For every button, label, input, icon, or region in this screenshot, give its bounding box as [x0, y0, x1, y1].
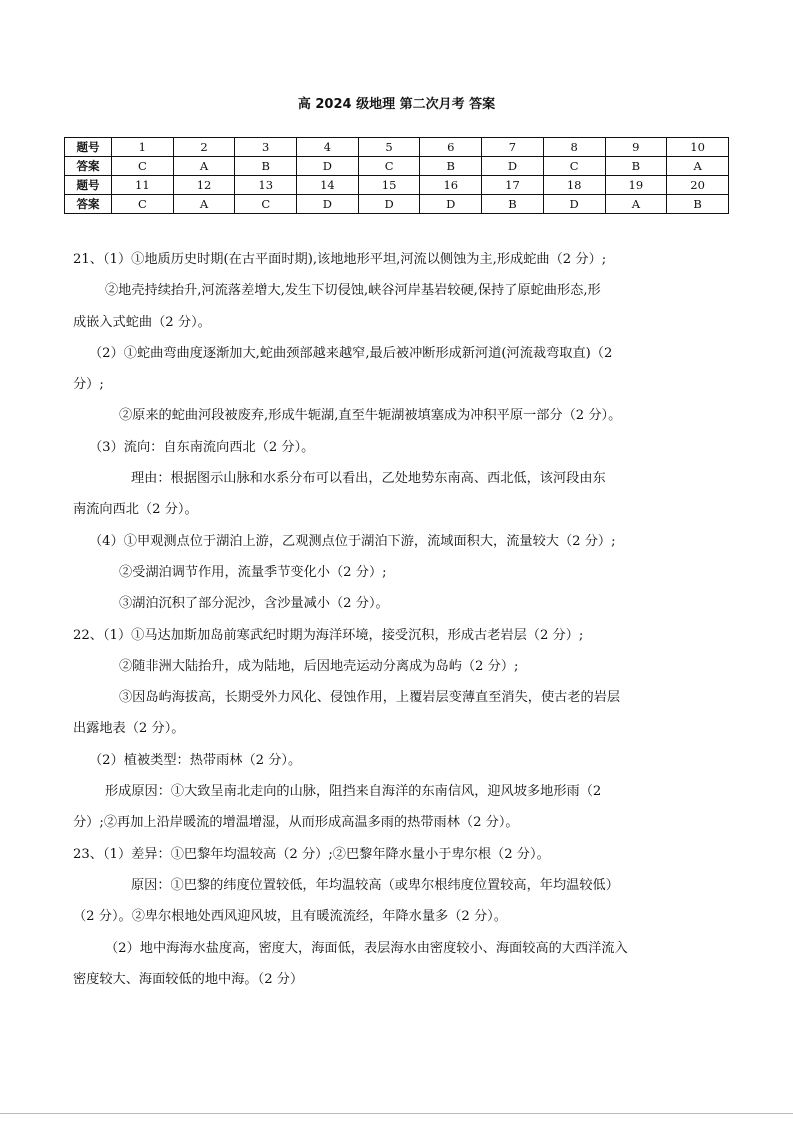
answer-line: ②地壳持续抬升,河流落差增大,发生下切侵蚀,峡谷河岸基岩较硬,保持了原蛇曲形态,形 [105, 283, 601, 299]
table-cell: C [112, 195, 174, 214]
table-cell: D [543, 195, 605, 214]
table-cell: 8 [543, 138, 605, 157]
table-cell: 12 [173, 176, 235, 195]
table-row [65, 138, 729, 157]
answer-line: （4）①甲观测点位于湖泊上游，乙观测点位于湖泊下游，流域面积大，流量较大（2 分）; [89, 533, 616, 549]
answer-line: 分）; [73, 377, 104, 393]
table-cell: C [358, 157, 420, 176]
table-row [65, 176, 729, 195]
table-cell: 18 [543, 176, 605, 195]
table-cell: D [420, 195, 482, 214]
table-cell: 20 [667, 176, 729, 195]
table-cell: A [667, 157, 729, 176]
table-cell: A [605, 195, 667, 214]
table-cell: 1 [112, 138, 174, 157]
answer-line: 理由：根据图示山脉和水系分布可以看出，乙处地势东南高、西北低，该河段由东 [131, 471, 606, 487]
row-header: 答案 [65, 157, 112, 176]
table-cell: 19 [605, 176, 667, 195]
answer-line: 南流向西北（2 分）。 [73, 502, 198, 518]
answer-line: ②随非洲大陆抬升，成为陆地，后因地壳运动分离成为岛屿（2 分）; [119, 658, 519, 674]
page-title: 高 2024 级地理 第二次月考 答案 [297, 97, 496, 112]
table-cell: 7 [482, 138, 544, 157]
row-header: 答案 [65, 195, 112, 214]
table-cell: 11 [112, 176, 174, 195]
answer-line: 分）;②再加上沿岸暖流的增温增湿，从而形成高温多雨的热带雨林（2 分）。 [73, 815, 519, 831]
answer-line: 21、（1）①地质历史时期(在古平面时期),该地地形平坦,河流以侧蚀为主,形成蛇曲（2 分）; [73, 252, 607, 267]
table-cell: B [667, 195, 729, 214]
table-cell: D [482, 157, 544, 176]
answer-line: ②受湖泊调节作用，流量季节变化小（2 分）; [119, 564, 387, 580]
answer-line: 22、（1）①马达加斯加岛前寒武纪时期为海洋环境，接受沉积，形成古老岩层（2 分）; [73, 627, 584, 643]
table-cell: 3 [235, 138, 297, 157]
table-cell: 10 [667, 138, 729, 157]
table-cell: A [173, 195, 235, 214]
answer-line: 23、（1）差异：①巴黎年均温较高（2 分）;②巴黎年降水量小于卑尔根（2 分）。 [73, 846, 550, 862]
table-cell: D [297, 157, 359, 176]
table-cell: 13 [235, 176, 297, 195]
answer-line: 形成原因：①大致呈南北走向的山脉，阻挡来自海洋的东南信风，迎风坡多地形雨（2 [105, 784, 602, 800]
table-cell: 17 [482, 176, 544, 195]
table-cell: C [543, 157, 605, 176]
answer-line: 成嵌入式蛇曲（2 分）。 [73, 314, 211, 330]
table-cell: 6 [420, 138, 482, 157]
table-cell: B [420, 157, 482, 176]
answer-line: （2）植被类型：热带雨林（2 分）。 [89, 752, 302, 768]
answer-line: （2 分）。②卑尔根地处西风迎风坡，且有暖流流经，年降水量多（2 分）。 [73, 909, 507, 925]
answer-line: ③湖泊沉积了部分泥沙，含沙量减小（2 分）。 [119, 596, 389, 612]
table-cell: B [235, 157, 297, 176]
table-cell: D [358, 195, 420, 214]
answer-line: 原因：①巴黎的纬度位置较低，年均温较高（或卑尔根纬度位置较高，年均温较低） [131, 877, 619, 893]
table-cell: D [297, 195, 359, 214]
answer-line: （2）地中海海水盐度高，密度大，海面低，表层海水由密度较小、海面较高的大西洋流入 [105, 940, 628, 956]
row-header: 题号 [65, 176, 112, 195]
table-cell: 16 [420, 176, 482, 195]
page-bottom-divider [0, 1113, 793, 1114]
row-header: 题号 [65, 138, 112, 157]
answer-line: （2）①蛇曲弯曲度逐渐加大,蛇曲颈部越来越窄,最后被冲断形成新河道(河流裁弯取直)（2 [89, 345, 613, 361]
table-cell: C [235, 195, 297, 214]
answer-line: 出露地表（2 分）。 [73, 721, 185, 737]
answer-line: ②原来的蛇曲河段被废弃,形成牛轭湖,直至牛轭湖被填塞成为冲积平原一部分（2 分）。 [119, 408, 622, 424]
table-cell: B [482, 195, 544, 214]
table-row [65, 157, 729, 176]
table-cell: 14 [297, 176, 359, 195]
table-cell: 4 [297, 138, 359, 157]
table-cell: 2 [173, 138, 235, 157]
table-cell: C [112, 157, 174, 176]
table-cell: 9 [605, 138, 667, 157]
answer-line: 密度较大、海面较低的地中海。（2 分） [73, 971, 304, 987]
answer-table [64, 137, 729, 214]
table-cell: B [605, 157, 667, 176]
answer-content [73, 244, 723, 995]
answer-line: ③因岛屿海拔高，长期受外力风化、侵蚀作用，上覆岩层变薄直至消失，使古老的岩层 [119, 690, 621, 706]
table-cell: A [173, 157, 235, 176]
table-cell: 5 [358, 138, 420, 157]
answer-line: （3）流向：自东南流向西北（2 分）。 [89, 439, 315, 455]
table-cell: 15 [358, 176, 420, 195]
table-row [65, 195, 729, 214]
